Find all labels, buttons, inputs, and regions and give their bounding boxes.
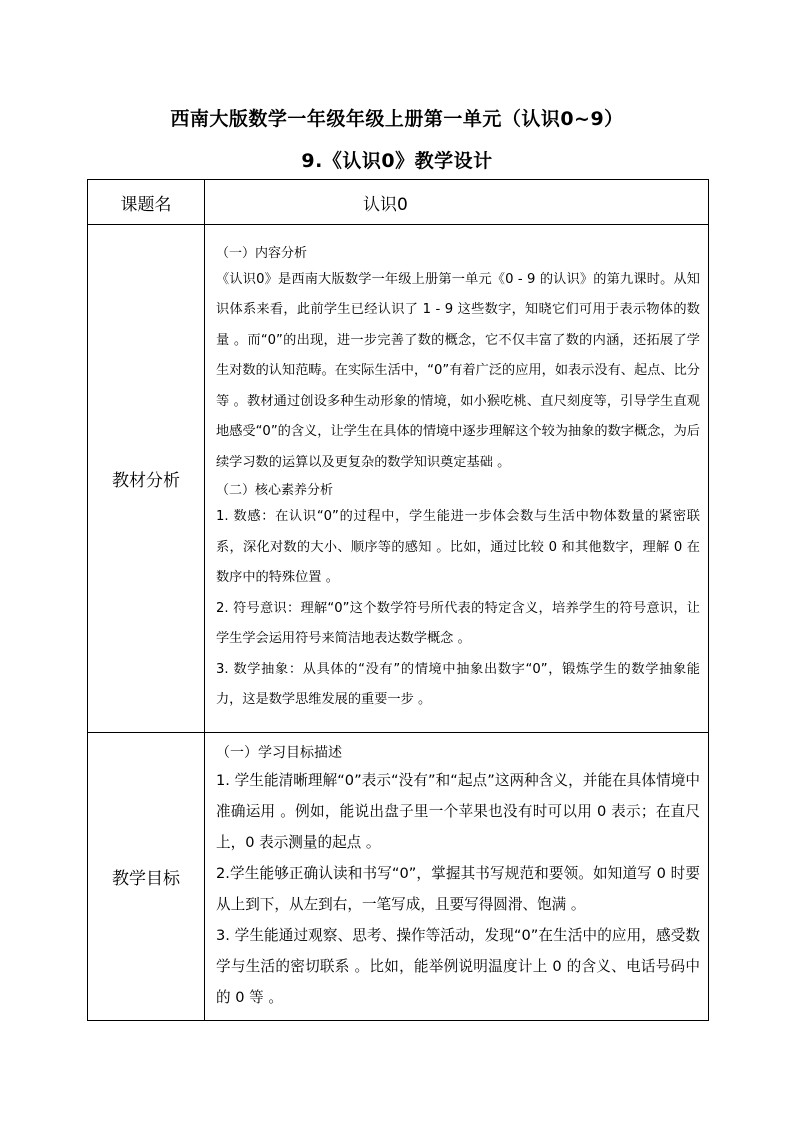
table-row-topic [88, 180, 709, 225]
section-heading: （二）核心素养分析 [216, 483, 334, 498]
document-title: 西南大版数学一年级年级上册第一单元（认识0~9） [170, 108, 624, 130]
material-label: 教材分析 [88, 225, 205, 733]
math-abstraction-paragraph: 3. 数学抽象：从具体的“没有”的情境中抽象出数字“0”，锻炼学生的数学抽象能力，这是数学思维发展的重要一步 。 [216, 661, 700, 707]
material-content [205, 225, 709, 733]
section-heading: （一）学习目标描述 [216, 745, 342, 761]
topic-value: 认识0 [205, 180, 709, 225]
goal-paragraph: 3. 学生能通过观察、思考、操作等活动，发现“0”在生活中的应用，感受数学与生活的密切联系 。比如，能举例说明温度计上 0 的含义、电话号码中的 0 等 。 [216, 927, 700, 1006]
table-row-goals [88, 733, 709, 1021]
goals-label: 教学目标 [88, 733, 205, 1021]
number-sense-paragraph: 1. 数感：在认识“0”的过程中，学生能进一步体会数与生活中物体数量的紧密联系，深化对数的大小、顺序等的感知 。比如，通过比较 0 和其他数字，理解 0 在数序中的特殊位置 。 [216, 509, 700, 585]
topic-label: 课题名 [88, 180, 205, 225]
section-heading: （一）内容分析 [216, 245, 308, 261]
symbol-awareness-paragraph: 2. 符号意识：理解“0”这个数学符号所代表的特定含义，培养学生的符号意识，让学生学会运用符号来简洁地表达数学概念 。 [216, 600, 700, 646]
document-subtitle: 9.《认识0》教学设计 [301, 150, 493, 172]
table-row-material [88, 225, 709, 733]
goals-content [205, 733, 709, 1021]
content-analysis-paragraph: 《认识0》是西南大版数学一年级上册第一单元《0 - 9 的认识》的第九课时。从知识体系来看，此前学生已经认识了 1 - 9 这些数字，知晓它们可用于表示物体的数量 。而“0”的出现，进一步完善了数的概念，它不仅丰富了数的内涵，还拓展了学生对数的认知范畴。在实际生活中，“0”有着广泛的应用，如表示没有、起点、比分等 。教材通过创设多种生动形象的情境，如小猴吃桃、直尺刻度等，引导学生直观地感受“0”的含义，让学生在具体的情境中逐步理解这个较为抽象的数字概念，为后续学习数的运算以及更复杂的数学知识奠定基础 。 [216, 271, 700, 470]
goal-paragraph: 1. 学生能清晰理解“0”表示“没有”和“起点”这两种含义，并能在具体情境中准确运用 。例如，能说出盘子里一个苹果也没有时可以用 0 表示；在直尺上，0 表示测量的起点 。 [216, 772, 700, 851]
lesson-design-table [87, 179, 709, 1021]
goal-paragraph: 2.学生能够正确认读和书写“0”，掌握其书写规范和要领。如知道写 0 时要从上到下，从左到右，一笔写成，且要写得圆滑、饱满 。 [216, 865, 700, 913]
